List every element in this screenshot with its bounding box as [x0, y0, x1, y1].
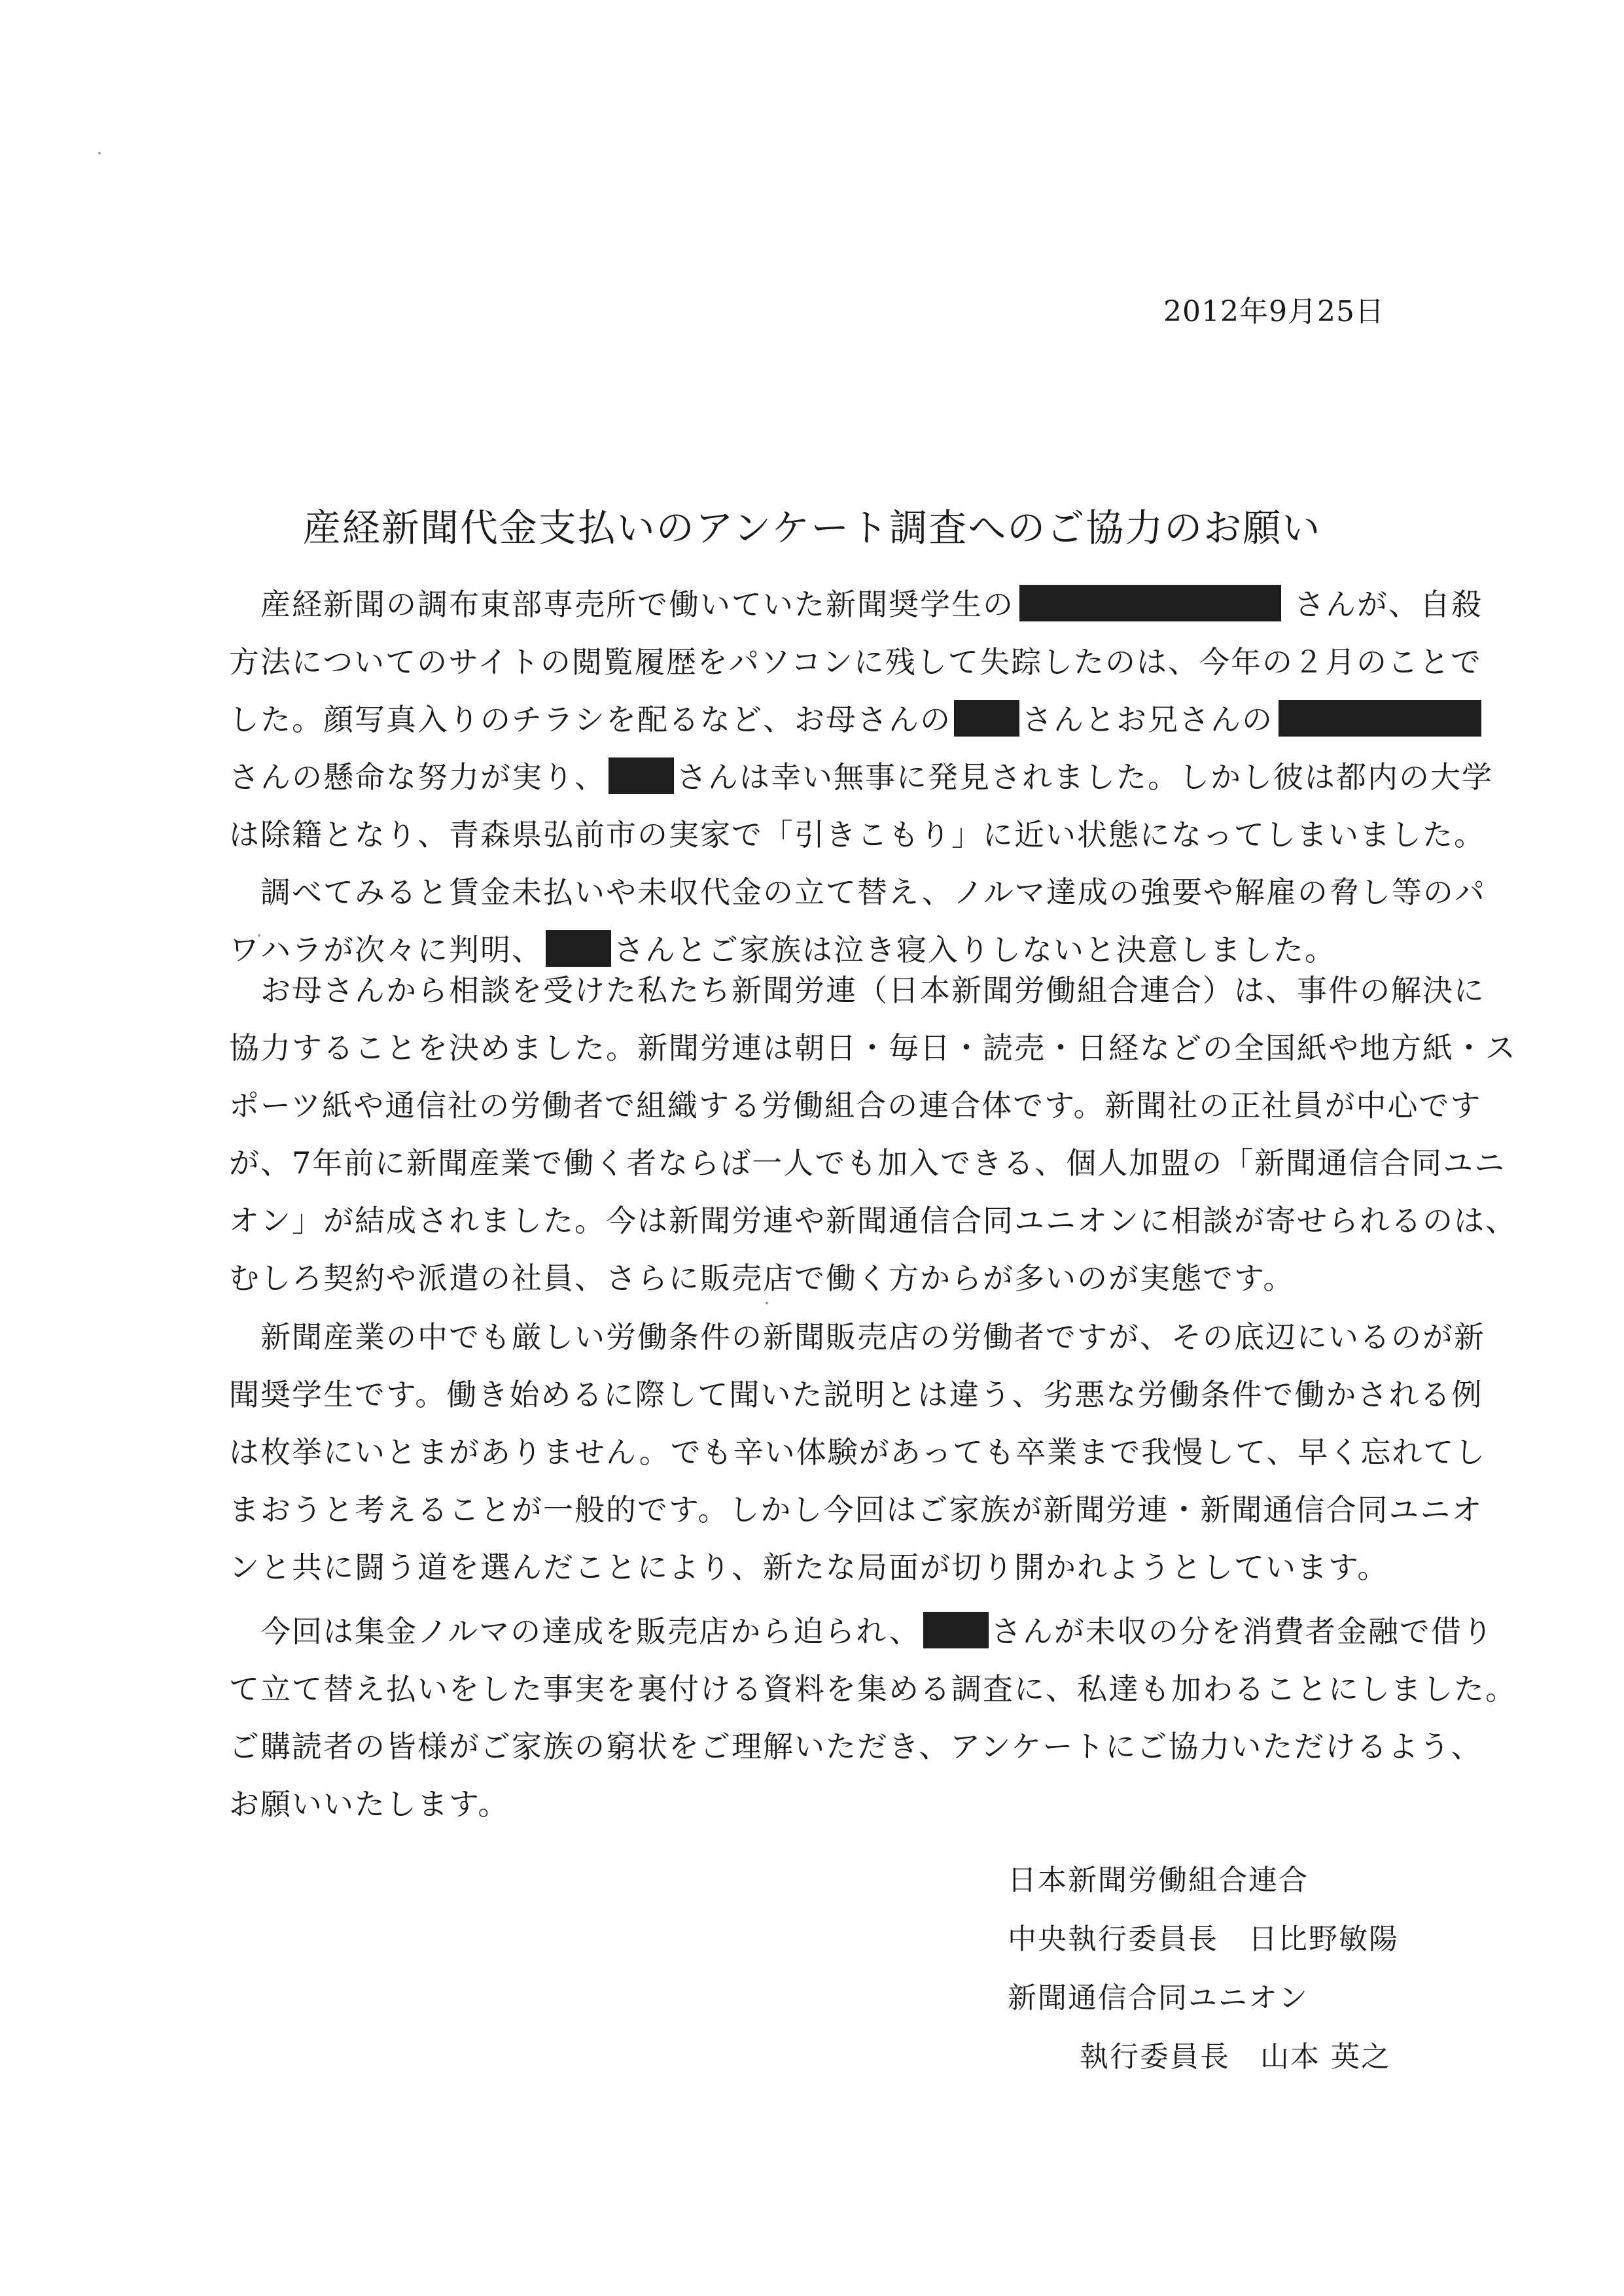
p2-line-6: むしろ契約や派遣の社員、さらに販売店で働く方からが多いのが実態です。 — [229, 1261, 1295, 1296]
p1-line-1: 産経新聞の調布東部専売所で働いていた新聞奨学生の さんが、自殺 — [229, 576, 1407, 633]
redacted-given-name — [923, 1612, 989, 1648]
signature-title-2: 執行委員長 山本 英之 — [1080, 2040, 1391, 2074]
paragraph-2 — [229, 962, 1517, 1307]
scan-speck — [98, 152, 101, 154]
redacted-mother-name — [954, 700, 1019, 737]
p4-line-4: お願いいたします。 — [229, 1786, 510, 1822]
p2-line-4: が、7年前に新聞産業で働く者ならば一人でも加入できる、個人加盟の「新聞通信合同ユニ — [229, 1145, 1506, 1181]
p1-line-2: 方法についてのサイトの閲覧履歴をパソコンに残して失踪したのは、今年の２月のことで — [229, 644, 1482, 680]
redacted-brother-name — [1279, 700, 1481, 737]
redacted-given-name — [609, 757, 674, 794]
p3-line-5: ンと共に闘う道を選んだことにより、新たな局面が切り開かれようとしています。 — [229, 1550, 1389, 1585]
p1-line-3: した。顔写真入りのチラシを配るなど、お母さんの さんとお兄さんの — [229, 691, 1407, 748]
paragraph-4 — [229, 1603, 1517, 1833]
document-date: 2012年9月25日 — [1163, 295, 1385, 328]
p1-line-4: さんの懸命な努力が実り、 さんは幸い無事に発見されました。しかし彼は都内の大学 — [229, 748, 1407, 806]
p4-line-3: ご購読者の皆様がご家族の窮状をご理解いただき、アンケートにご協力いただけるよう、 — [229, 1729, 1483, 1764]
p4-line-2: て立て替え払いをした事実を裏付ける資料を集める調査に、私達も加わることにしました。 — [229, 1671, 1517, 1707]
document-title: 産経新聞代金支払いのアンケート調査へのご協力のお願い — [302, 506, 1322, 550]
p2-line-5: オン」が結成されました。今は新聞労連や新聞通信合同ユニオンに相談が寄せられるのは、 — [229, 1203, 1517, 1238]
paragraph-3 — [229, 1308, 1487, 1596]
p1-line-7: ワハラが次々に判明、 さんとご家族は泣き寝入りしないと決意しました。 — [229, 921, 1407, 979]
p1-line-5: は除籍となり、青森県弘前市の実家で「引きこもり」に近い状態になってしまいました。 — [229, 817, 1485, 852]
p1-line-6: 調べてみると賃金未払いや未収代金の立て替え、ノルマ達成の強要や解雇の脅し等のパ — [260, 875, 1486, 910]
p3-line-2: 聞奨学生です。働き始めるに際して聞いた説明とは違う、劣悪な労働条件で働かされる例 — [229, 1377, 1483, 1412]
paragraph-1 — [229, 576, 1493, 979]
p3-line-3: は枚挙にいとまがありません。でも辛い体験があっても卒業まで我慢して、早く忘れてし — [229, 1435, 1487, 1470]
p2-line-1: お母さんから相談を受けた私たち新聞労連（日本新聞労働組合連合）は、事件の解決に — [260, 973, 1485, 1008]
p3-line-4: まおうと考えることが一般的です。しかし今回はご家族が新聞労連・新聞通信合同ユニオ — [229, 1492, 1483, 1527]
signature-org-1: 日本新聞労働組合連合 — [1008, 1864, 1309, 1897]
p2-line-3: ポーツ紙や通信社の労働者で組織する労働組合の連合体です。新聞社の正社員が中心です — [229, 1088, 1482, 1123]
p4-line-1: 今回は集金ノルマの達成を販売店から迫られ、 さんが未収の分を消費者金融で借り — [229, 1603, 1407, 1660]
signature-title-1: 中央執行委員長 日比野敏陽 — [1008, 1922, 1399, 1956]
redacted-full-name — [1019, 585, 1281, 621]
signature-org-2: 新聞通信合同ユニオン — [1008, 1981, 1309, 2015]
p3-line-1: 新聞産業の中でも厳しい労働条件の新聞販売店の労働者ですが、その底辺にいるのが新 — [260, 1319, 1485, 1355]
signature-block — [1008, 1851, 1413, 2087]
p2-line-2: 協力することを決めました。新聞労連は朝日・毎日・読売・日経などの全国紙や地方紙・ス — [229, 1030, 1517, 1066]
